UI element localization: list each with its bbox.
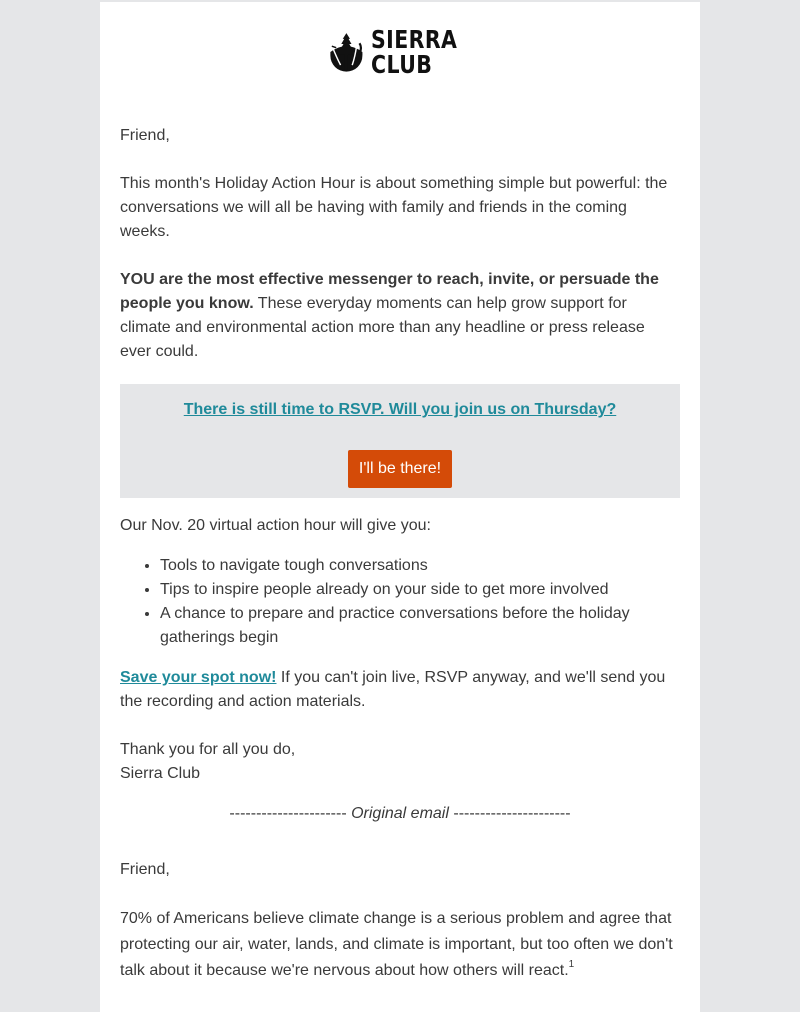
rsvp-link[interactable]: There is still time to RSVP. Will you join us on Thursday? xyxy=(183,401,617,418)
rsvp-callout xyxy=(120,384,680,498)
tree-emblem-icon xyxy=(326,24,367,80)
divider-label: Original email xyxy=(351,805,449,822)
paragraph-2 xyxy=(120,268,680,364)
save-spot-link[interactable]: Save your spot now! xyxy=(120,669,277,686)
footnote-marker[interactable]: 1 xyxy=(568,959,575,970)
original-paragraph-1: 70% of Americans believe climate change is a serious problem and agree that protecting our air, water, lands, and climate is important, but too often we don't talk about it because we're nervous about how others will react.$^1$ xyxy=(120,910,673,979)
save-spot-paragraph xyxy=(120,666,680,714)
original-email-divider: ---------------------- Original email ---------------------- xyxy=(229,805,571,822)
logo-line-2: CLUB xyxy=(370,50,433,79)
email-body xyxy=(120,124,680,984)
paragraph-1: This month's Holiday Action Hour is about something simple but powerful: the conversations we will all be having with family and friends in the coming weeks. xyxy=(120,175,668,240)
benefits-list xyxy=(120,554,680,650)
sierra-club-logo[interactable] xyxy=(326,22,476,82)
list-item: • A chance to prepare and practice conversations before the holiday gatherings begin xyxy=(160,602,680,650)
paragraph-2-rest: These everyday moments can help grow support for climate and environmental action more than any headline or press release ever could. xyxy=(120,295,645,360)
paragraph-2-bold: YOU are the most effective messenger to reach, invite, or persuade the people you know. xyxy=(120,271,659,312)
list-item: • Tips to inspire people already on your side to get more involved xyxy=(160,578,680,602)
signoff: Thank you for all you do, xyxy=(120,741,296,758)
ill-be-there-button[interactable]: I'll be there! xyxy=(348,450,452,488)
original-greeting: Friend, xyxy=(120,861,170,878)
logo-wordmark xyxy=(371,27,457,77)
save-spot-rest: If you can't join live, RSVP anyway, and we'll send you the recording and action materials. xyxy=(120,669,666,710)
logo-line-1: SIERRA xyxy=(370,25,458,54)
greeting: Friend, xyxy=(120,127,170,144)
event-intro: Our Nov. 20 virtual action hour will give you: xyxy=(120,517,431,534)
signature: Sierra Club xyxy=(120,765,201,782)
list-item: • Tools to navigate tough conversations xyxy=(160,554,680,578)
email-card xyxy=(100,2,700,1012)
